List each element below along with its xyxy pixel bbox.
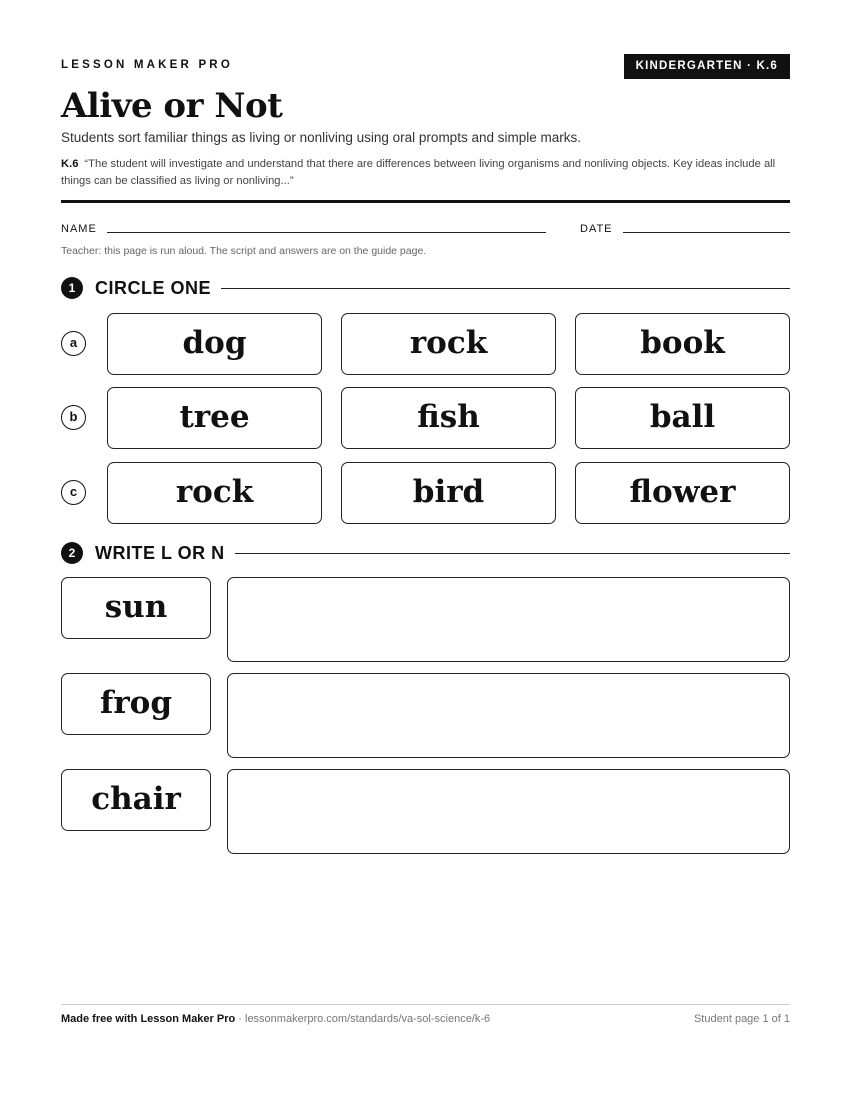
- answer-box[interactable]: [227, 769, 790, 854]
- footer-url[interactable]: · lessonmakerpro.com/standards/va-sol-science/k-6: [235, 1013, 491, 1025]
- teacher-note: Teacher: this page is run aloud. The script and answers are on the guide page.: [61, 245, 427, 257]
- footer-credit: [61, 1013, 490, 1025]
- row-letter: a: [61, 331, 86, 356]
- word-card[interactable]: bird: [341, 462, 556, 524]
- name-label: NAME: [61, 223, 97, 235]
- grade-badge: KINDERGARTEN · K.6: [624, 54, 790, 79]
- section-number: 1: [61, 277, 83, 299]
- section-1-header: [61, 276, 790, 300]
- word-card[interactable]: rock: [107, 462, 322, 524]
- footer-made-with: Made free with Lesson Maker Pro: [61, 1013, 236, 1025]
- answer-box[interactable]: [227, 673, 790, 758]
- page-subtitle: Students sort familiar things as living or nonliving using oral prompts and simple marks.: [61, 130, 581, 145]
- section-2-header: [61, 541, 790, 565]
- row-letter: c: [61, 480, 86, 505]
- section-title: WRITE L OR N: [95, 541, 235, 565]
- word-card: frog: [61, 673, 211, 735]
- word-card[interactable]: book: [575, 313, 790, 375]
- brand-name: LESSON MAKER PRO: [61, 59, 233, 71]
- standard-text: “The student will investigate and understand that there are differences between living organisms and nonliving objects. Key ideas include all things can be classified as living or nonliving...”: [61, 158, 776, 187]
- section-title: CIRCLE ONE: [95, 276, 221, 300]
- word-card: sun: [61, 577, 211, 639]
- section-number: 2: [61, 542, 83, 564]
- answer-box[interactable]: [227, 577, 790, 662]
- word-card[interactable]: ball: [575, 387, 790, 449]
- word-card[interactable]: flower: [575, 462, 790, 524]
- word-card[interactable]: tree: [107, 387, 322, 449]
- page-title: Alive or Not: [61, 86, 283, 126]
- row-letter: b: [61, 405, 86, 430]
- standard-code: K.6: [61, 158, 79, 170]
- word-card[interactable]: dog: [107, 313, 322, 375]
- header-divider: [61, 200, 790, 203]
- standard-statement: [61, 156, 790, 190]
- worksheet-page: [61, 0, 790, 1100]
- name-field[interactable]: [107, 232, 546, 233]
- word-card[interactable]: rock: [341, 313, 556, 375]
- word-card[interactable]: fish: [341, 387, 556, 449]
- word-card: chair: [61, 769, 211, 831]
- date-label: DATE: [580, 223, 613, 235]
- footer-page-number: Student page 1 of 1: [693, 1013, 790, 1025]
- footer-divider: [61, 1004, 790, 1005]
- date-field[interactable]: [623, 232, 790, 233]
